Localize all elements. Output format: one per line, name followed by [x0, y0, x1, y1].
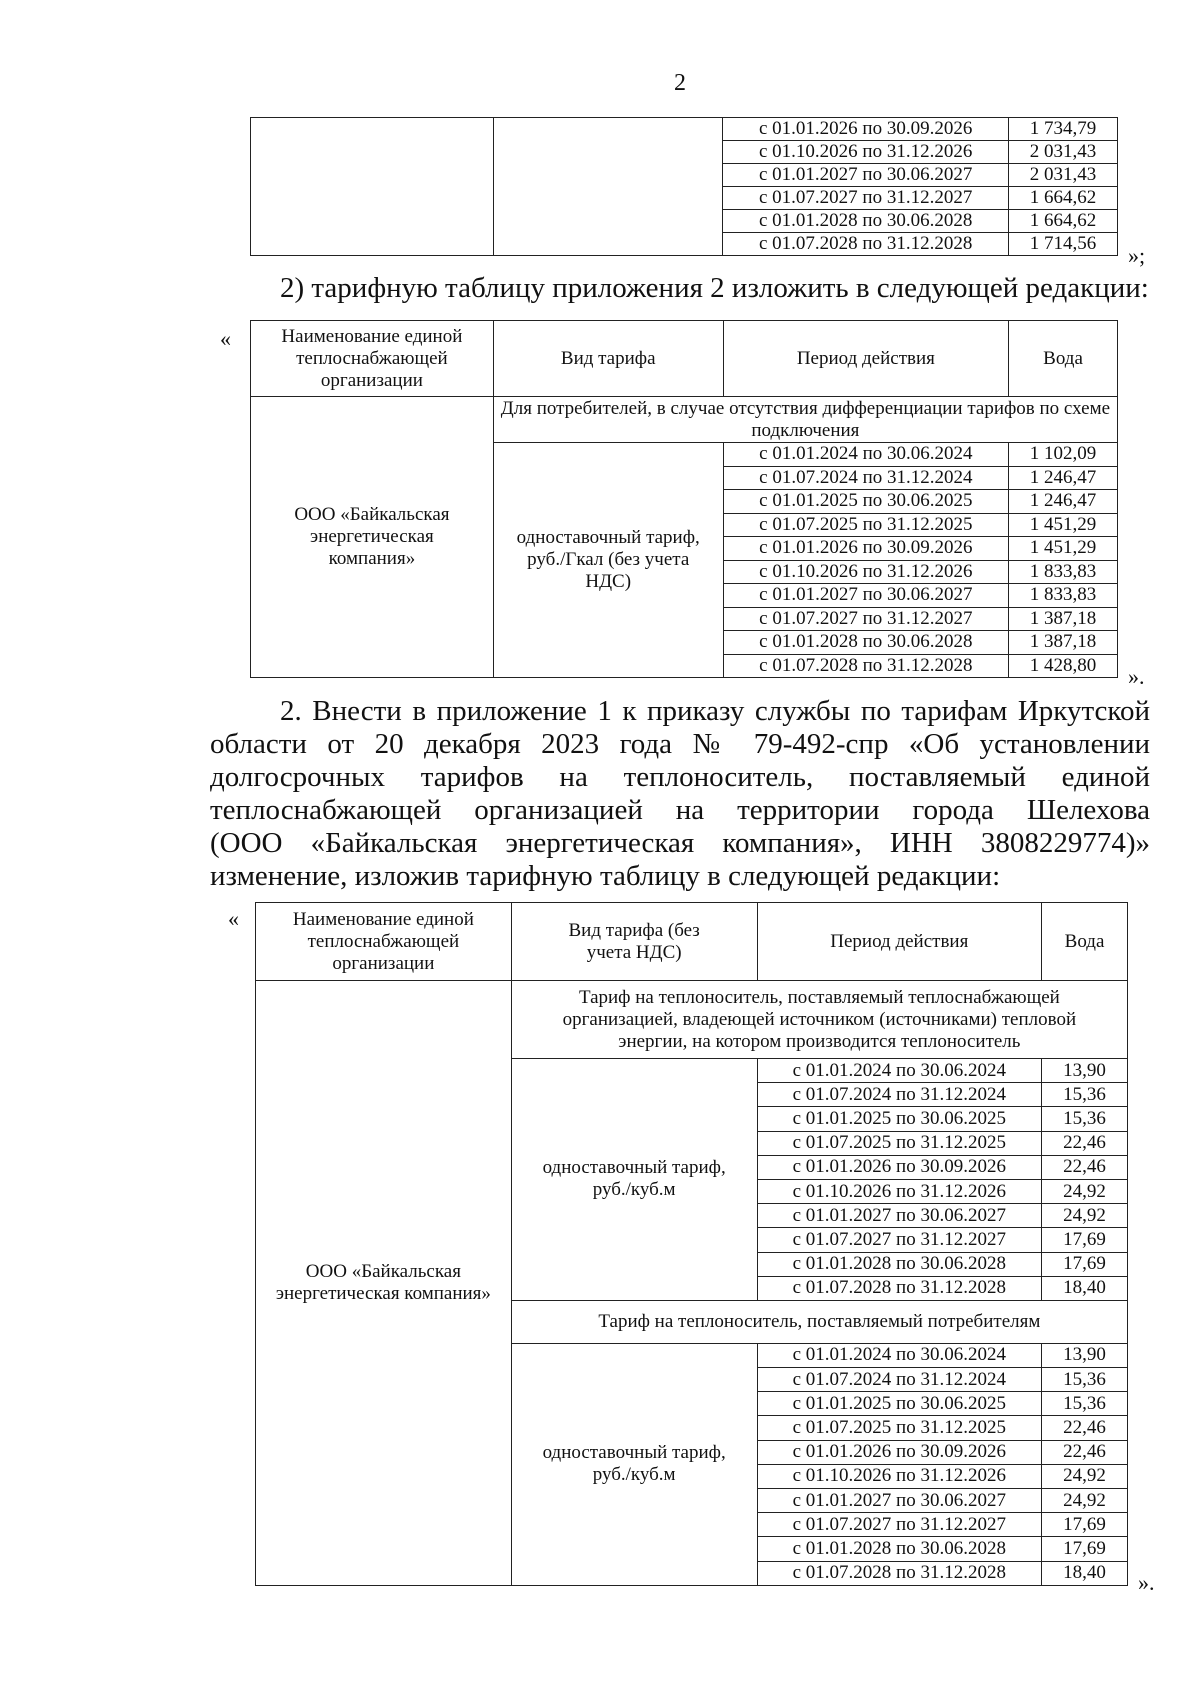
period-cell: с 01.01.2028 по 30.06.2028	[723, 631, 1008, 655]
tariff-table-appendix-2	[250, 320, 1118, 678]
paragraph-line: изменение, изложив тарифную таблицу в следующей редакции:	[210, 860, 1001, 892]
value-cell: 15,36	[1042, 1083, 1128, 1107]
period-cell: с 01.07.2027 по 31.12.2027	[757, 1228, 1042, 1252]
table-end-mark: ».	[1138, 1570, 1155, 1595]
period-cell: с 01.07.2028 по 31.12.2028	[723, 233, 1009, 256]
value-cell: 1 451,29	[1009, 537, 1118, 561]
period-cell: с 01.01.2024 по 30.06.2024	[723, 443, 1008, 467]
value-cell: 1 428,80	[1009, 654, 1118, 678]
value-cell: 1 246,47	[1009, 490, 1118, 514]
value-cell: 2 031,43	[1009, 141, 1118, 164]
value-cell: 1 387,18	[1009, 607, 1118, 631]
value-cell: 18,40	[1042, 1561, 1128, 1585]
period-cell: с 01.01.2025 по 30.06.2025	[723, 490, 1008, 514]
paragraph-line: долгосрочных тарифов на теплоноситель, поставляемый единой	[210, 761, 1150, 793]
period-cell: с 01.01.2025 по 30.06.2025	[757, 1107, 1042, 1131]
value-cell: 22,46	[1042, 1416, 1128, 1440]
period-cell: с 01.10.2026 по 31.12.2026	[723, 141, 1009, 164]
period-cell: с 01.01.2028 по 30.06.2028	[757, 1537, 1042, 1561]
tariff-cell: одноставочный тариф, руб./Гкал (без учета НДС)	[493, 443, 723, 678]
value-cell: 15,36	[1042, 1368, 1128, 1392]
value-cell: 1 664,62	[1009, 210, 1118, 233]
value-cell: 15,36	[1042, 1392, 1128, 1416]
blank-tariff-cell	[493, 118, 723, 256]
header-cell: Вид тарифа	[493, 321, 723, 397]
period-cell: с 01.01.2027 по 30.06.2027	[757, 1204, 1042, 1228]
period-cell: с 01.01.2024 по 30.06.2024	[757, 1343, 1042, 1367]
period-cell: с 01.01.2026 по 30.09.2026	[723, 118, 1009, 141]
table-end-mark: ».	[1128, 664, 1145, 689]
page-number: 2	[674, 70, 686, 96]
header-cell: Вода	[1042, 903, 1128, 981]
value-cell: 1 833,83	[1009, 584, 1118, 608]
section-cell: Для потребителей, в случае отсутствия дифференциации тарифов по схеме подключения	[493, 397, 1117, 443]
tariff-cell: одноставочный тариф, руб./куб.м	[511, 1059, 757, 1301]
value-cell: 1 734,79	[1009, 118, 1118, 141]
blank-org-cell	[251, 118, 494, 256]
open-quote: «	[220, 326, 231, 351]
value-cell: 24,92	[1042, 1204, 1128, 1228]
value-cell: 24,92	[1042, 1489, 1128, 1513]
tariff-table-continuation	[250, 117, 1118, 256]
value-cell: 2 031,43	[1009, 164, 1118, 187]
value-cell: 24,92	[1042, 1179, 1128, 1203]
value-cell: 1 387,18	[1009, 631, 1118, 655]
period-cell: с 01.07.2025 по 31.12.2025	[757, 1131, 1042, 1155]
value-cell: 1 246,47	[1009, 466, 1118, 490]
period-cell: с 01.01.2028 по 30.06.2028	[723, 210, 1009, 233]
paragraph-line: теплоснабжающей организацией на территории города Шелехова	[210, 794, 1150, 826]
value-cell: 17,69	[1042, 1513, 1128, 1537]
header-cell: Наименование единой теплоснабжающей организации	[256, 903, 512, 981]
period-cell: с 01.10.2026 по 31.12.2026	[723, 560, 1008, 584]
paragraph-line: области от 20 декабря 2023 года № 79-492-спр «Об установлении	[210, 728, 1150, 760]
header-cell: Период действия	[723, 321, 1008, 397]
period-cell: с 01.07.2024 по 31.12.2024	[723, 466, 1008, 490]
value-cell: 1 102,09	[1009, 443, 1118, 467]
period-cell: с 01.01.2027 по 30.06.2027	[723, 584, 1008, 608]
period-cell: с 01.01.2026 по 30.09.2026	[757, 1155, 1042, 1179]
value-cell: 24,92	[1042, 1464, 1128, 1488]
org-cell: ООО «Байкальская энергетическая компания»	[256, 981, 512, 1586]
header-cell: Период действия	[757, 903, 1042, 981]
header-row	[256, 903, 1128, 981]
value-cell: 22,46	[1042, 1131, 1128, 1155]
header-cell: Вид тарифа (без учета НДС)	[511, 903, 757, 981]
table-row	[256, 981, 1128, 1059]
value-cell: 17,69	[1042, 1537, 1128, 1561]
section-cell: Тариф на теплоноситель, поставляемый потребителям	[511, 1300, 1127, 1343]
period-cell: с 01.07.2024 по 31.12.2024	[757, 1083, 1042, 1107]
paragraph-line: 2. Внести в приложение 1 к приказу службы по тарифам Иркутской	[280, 695, 1150, 727]
header-row	[251, 321, 1118, 397]
value-cell: 15,36	[1042, 1107, 1128, 1131]
period-cell: с 01.07.2025 по 31.12.2025	[757, 1416, 1042, 1440]
table-row	[251, 397, 1118, 443]
open-quote: «	[228, 906, 239, 931]
period-cell: с 01.07.2027 по 31.12.2027	[757, 1513, 1042, 1537]
header-cell: Вода	[1009, 321, 1118, 397]
value-cell: 1 664,62	[1009, 187, 1118, 210]
period-cell: с 01.07.2025 по 31.12.2025	[723, 513, 1008, 537]
value-cell: 1 451,29	[1009, 513, 1118, 537]
value-cell: 22,46	[1042, 1155, 1128, 1179]
paragraph-item-2: 2) тарифную таблицу приложения 2 изложить в следующей редакции:	[280, 272, 1149, 304]
period-cell: с 01.01.2024 по 30.06.2024	[757, 1059, 1042, 1083]
period-cell: с 01.07.2027 по 31.12.2027	[723, 607, 1008, 631]
value-cell: 1 833,83	[1009, 560, 1118, 584]
period-cell: с 01.07.2028 по 31.12.2028	[757, 1561, 1042, 1585]
section-cell: Тариф на теплоноситель, поставляемый теплоснабжающей организацией, владеющей источником (источниками) тепловой энергии, на котором производится теплоноситель	[511, 981, 1127, 1059]
period-cell: с 01.07.2027 по 31.12.2027	[723, 187, 1009, 210]
period-cell: с 01.10.2026 по 31.12.2026	[757, 1179, 1042, 1203]
value-cell: 13,90	[1042, 1059, 1128, 1083]
period-cell: с 01.07.2028 по 31.12.2028	[723, 654, 1008, 678]
paragraph-section-2	[210, 695, 1150, 893]
period-cell: с 01.01.2026 по 30.09.2026	[757, 1440, 1042, 1464]
tariff-cell: одноставочный тариф, руб./куб.м	[511, 1343, 757, 1585]
value-cell: 18,40	[1042, 1276, 1128, 1300]
period-cell: с 01.07.2024 по 31.12.2024	[757, 1368, 1042, 1392]
period-cell: с 01.01.2027 по 30.06.2027	[723, 164, 1009, 187]
header-cell: Наименование единой теплоснабжающей организации	[251, 321, 494, 397]
table-end-mark: »;	[1128, 243, 1146, 268]
paragraph-line: (ООО «Байкальская энергетическая компания», ИНН 3808229774)»	[210, 827, 1150, 859]
value-cell: 22,46	[1042, 1440, 1128, 1464]
period-cell: с 01.01.2026 по 30.09.2026	[723, 537, 1008, 561]
value-cell: 17,69	[1042, 1252, 1128, 1276]
period-cell: с 01.10.2026 по 31.12.2026	[757, 1464, 1042, 1488]
period-cell: с 01.01.2027 по 30.06.2027	[757, 1489, 1042, 1513]
value-cell: 13,90	[1042, 1343, 1128, 1367]
period-cell: с 01.07.2028 по 31.12.2028	[757, 1276, 1042, 1300]
value-cell: 17,69	[1042, 1228, 1128, 1252]
table-row	[251, 118, 1118, 141]
org-cell: ООО «Байкальская энергетическая компания»	[251, 397, 494, 678]
period-cell: с 01.01.2025 по 30.06.2025	[757, 1392, 1042, 1416]
period-cell: с 01.01.2028 по 30.06.2028	[757, 1252, 1042, 1276]
tariff-table-heat-carrier	[255, 902, 1128, 1586]
value-cell: 1 714,56	[1009, 233, 1118, 256]
